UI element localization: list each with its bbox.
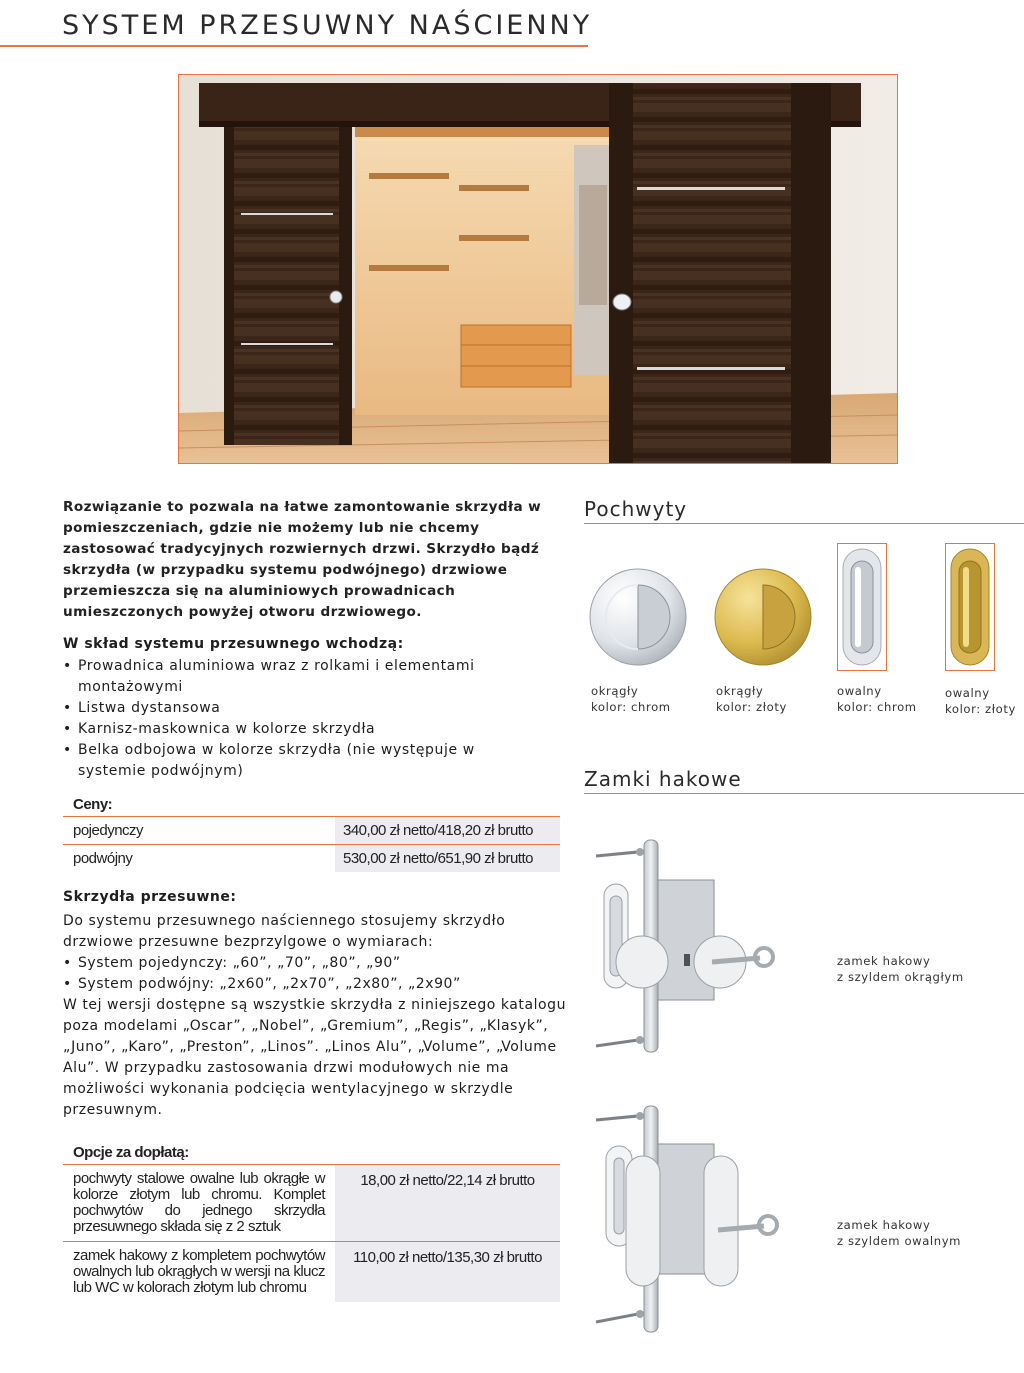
table-row: [63, 817, 560, 845]
option-price: 110,00 zł netto/135,30 zł brutto: [335, 1242, 560, 1302]
page-title: SYSTEM PRZESUWNY NAŚCIENNY: [62, 10, 593, 41]
option-label: zamek hakowy z kompletem pochwytów owalnych lub okrągłych w wersji na klucz lub WC w kolorach złotym lub chromu: [73, 1247, 325, 1296]
handle-caption: okrągły kolor: chrom: [591, 684, 671, 714]
list-item: • Belka odbojowa w kolorze skrzydła (nie występuje w systemie podwójnym): [63, 740, 533, 782]
handles-underline: [584, 523, 1024, 524]
lock-caption: zamek hakowy z szyldem okrągłym: [837, 954, 964, 984]
oval-gold-handle-image: [945, 543, 995, 675]
sliding-heading: Skrzydła przesuwne:: [63, 889, 237, 905]
sliding-body: [63, 911, 573, 1121]
list-item: • Listwa dystansowa: [63, 698, 533, 719]
handle-caption: owalny kolor: chrom: [837, 684, 917, 714]
oval-chrome-handle-image: [837, 543, 887, 675]
handle-caption: okrągły kolor: złoty: [716, 684, 787, 714]
round-chrome-handle-image: [588, 567, 688, 671]
locks-underline: [584, 793, 1024, 794]
list-item: • Karnisz-maskownica w kolorze skrzydła: [63, 719, 533, 740]
price-value: 340,00 zł netto/418,20 zł brutto: [335, 817, 560, 844]
price-label: pojedynczy: [73, 822, 144, 839]
hook-lock-round-image: [592, 812, 782, 1066]
hook-lock-oval-image: [592, 1100, 782, 1344]
prices-table: [63, 794, 560, 872]
list-item: • System pojedynczy: „60”, „70”, „80”, „90”: [63, 953, 573, 974]
list-item: • System podwójny: „2x60”, „2x70”, „2x80”, „2x90”: [63, 974, 573, 995]
components-heading: W skład systemu przesuwnego wchodzą:: [63, 636, 404, 652]
handles-heading: Pochwyty: [584, 497, 688, 521]
table-row: [63, 1242, 560, 1302]
sliding-intro: Do systemu przesuwnego naściennego stosujemy skrzydło drzwiowe przesuwne bezprzylgowe o wymiarach:: [63, 913, 506, 950]
prices-heading: Ceny:: [63, 794, 560, 817]
sliding-note: W tej wersji dostępne są wszystkie skrzydła z niniejszego katalogu poza modelami „Oscar”, „Nobel”, „Gremium”, „Regis”, „Klasyk”, „Juno”, „Karo”, „Preston”, „Linos”. „Linos Alu”, „Volume”, „Volume Alu”. W przypadku zastosowania drzwi modułowych nie ma możliwości wykonania podcięcia wentylacyjnego w skrzydle przesuwnym.: [63, 997, 566, 1118]
sliding-list: [63, 953, 573, 995]
price-label: podwójny: [73, 850, 133, 867]
option-label: pochwyty stalowe owalne lub okrągłe w kolorze złotym lub chromu. Komplet pochwytów do jednego skrzydła przesuwnego składa się z 2 sztuk: [73, 1170, 325, 1235]
round-gold-handle-image: [713, 567, 813, 671]
lock-caption: zamek hakowy z szyldem owalnym: [837, 1218, 962, 1248]
locks-heading: Zamki hakowe: [584, 767, 742, 791]
options-table: [63, 1142, 560, 1302]
table-row: [63, 845, 560, 872]
hero-photo: [178, 74, 898, 464]
list-item: • Prowadnica aluminiowa wraz z rolkami i elementami montażowymi: [63, 656, 533, 698]
title-underline: [0, 45, 588, 47]
intro-paragraph: Rozwiązanie to pozwala na łatwe zamontowanie skrzydła w pomieszczeniach, gdzie nie możemy lub nie chcemy zastosować tradycyjnych rozwiernych drzwi. Skrzydło bądź skrzydła (w przypadku systemu podwójnego) drzwiowe przemieszcza się na aluminiowych prowadnicach umieszczonych powyżej otworu drzwiowego.: [63, 499, 542, 620]
price-value: 530,00 zł netto/651,90 zł brutto: [335, 845, 560, 872]
options-heading: Opcje za dopłatą:: [63, 1142, 560, 1165]
handle-caption: owalny kolor: złoty: [945, 686, 1016, 716]
option-price: 18,00 zł netto/22,14 zł brutto: [335, 1165, 560, 1241]
components-list: [63, 656, 533, 782]
sliding-door-illustration: [179, 75, 897, 463]
table-row: [63, 1165, 560, 1242]
